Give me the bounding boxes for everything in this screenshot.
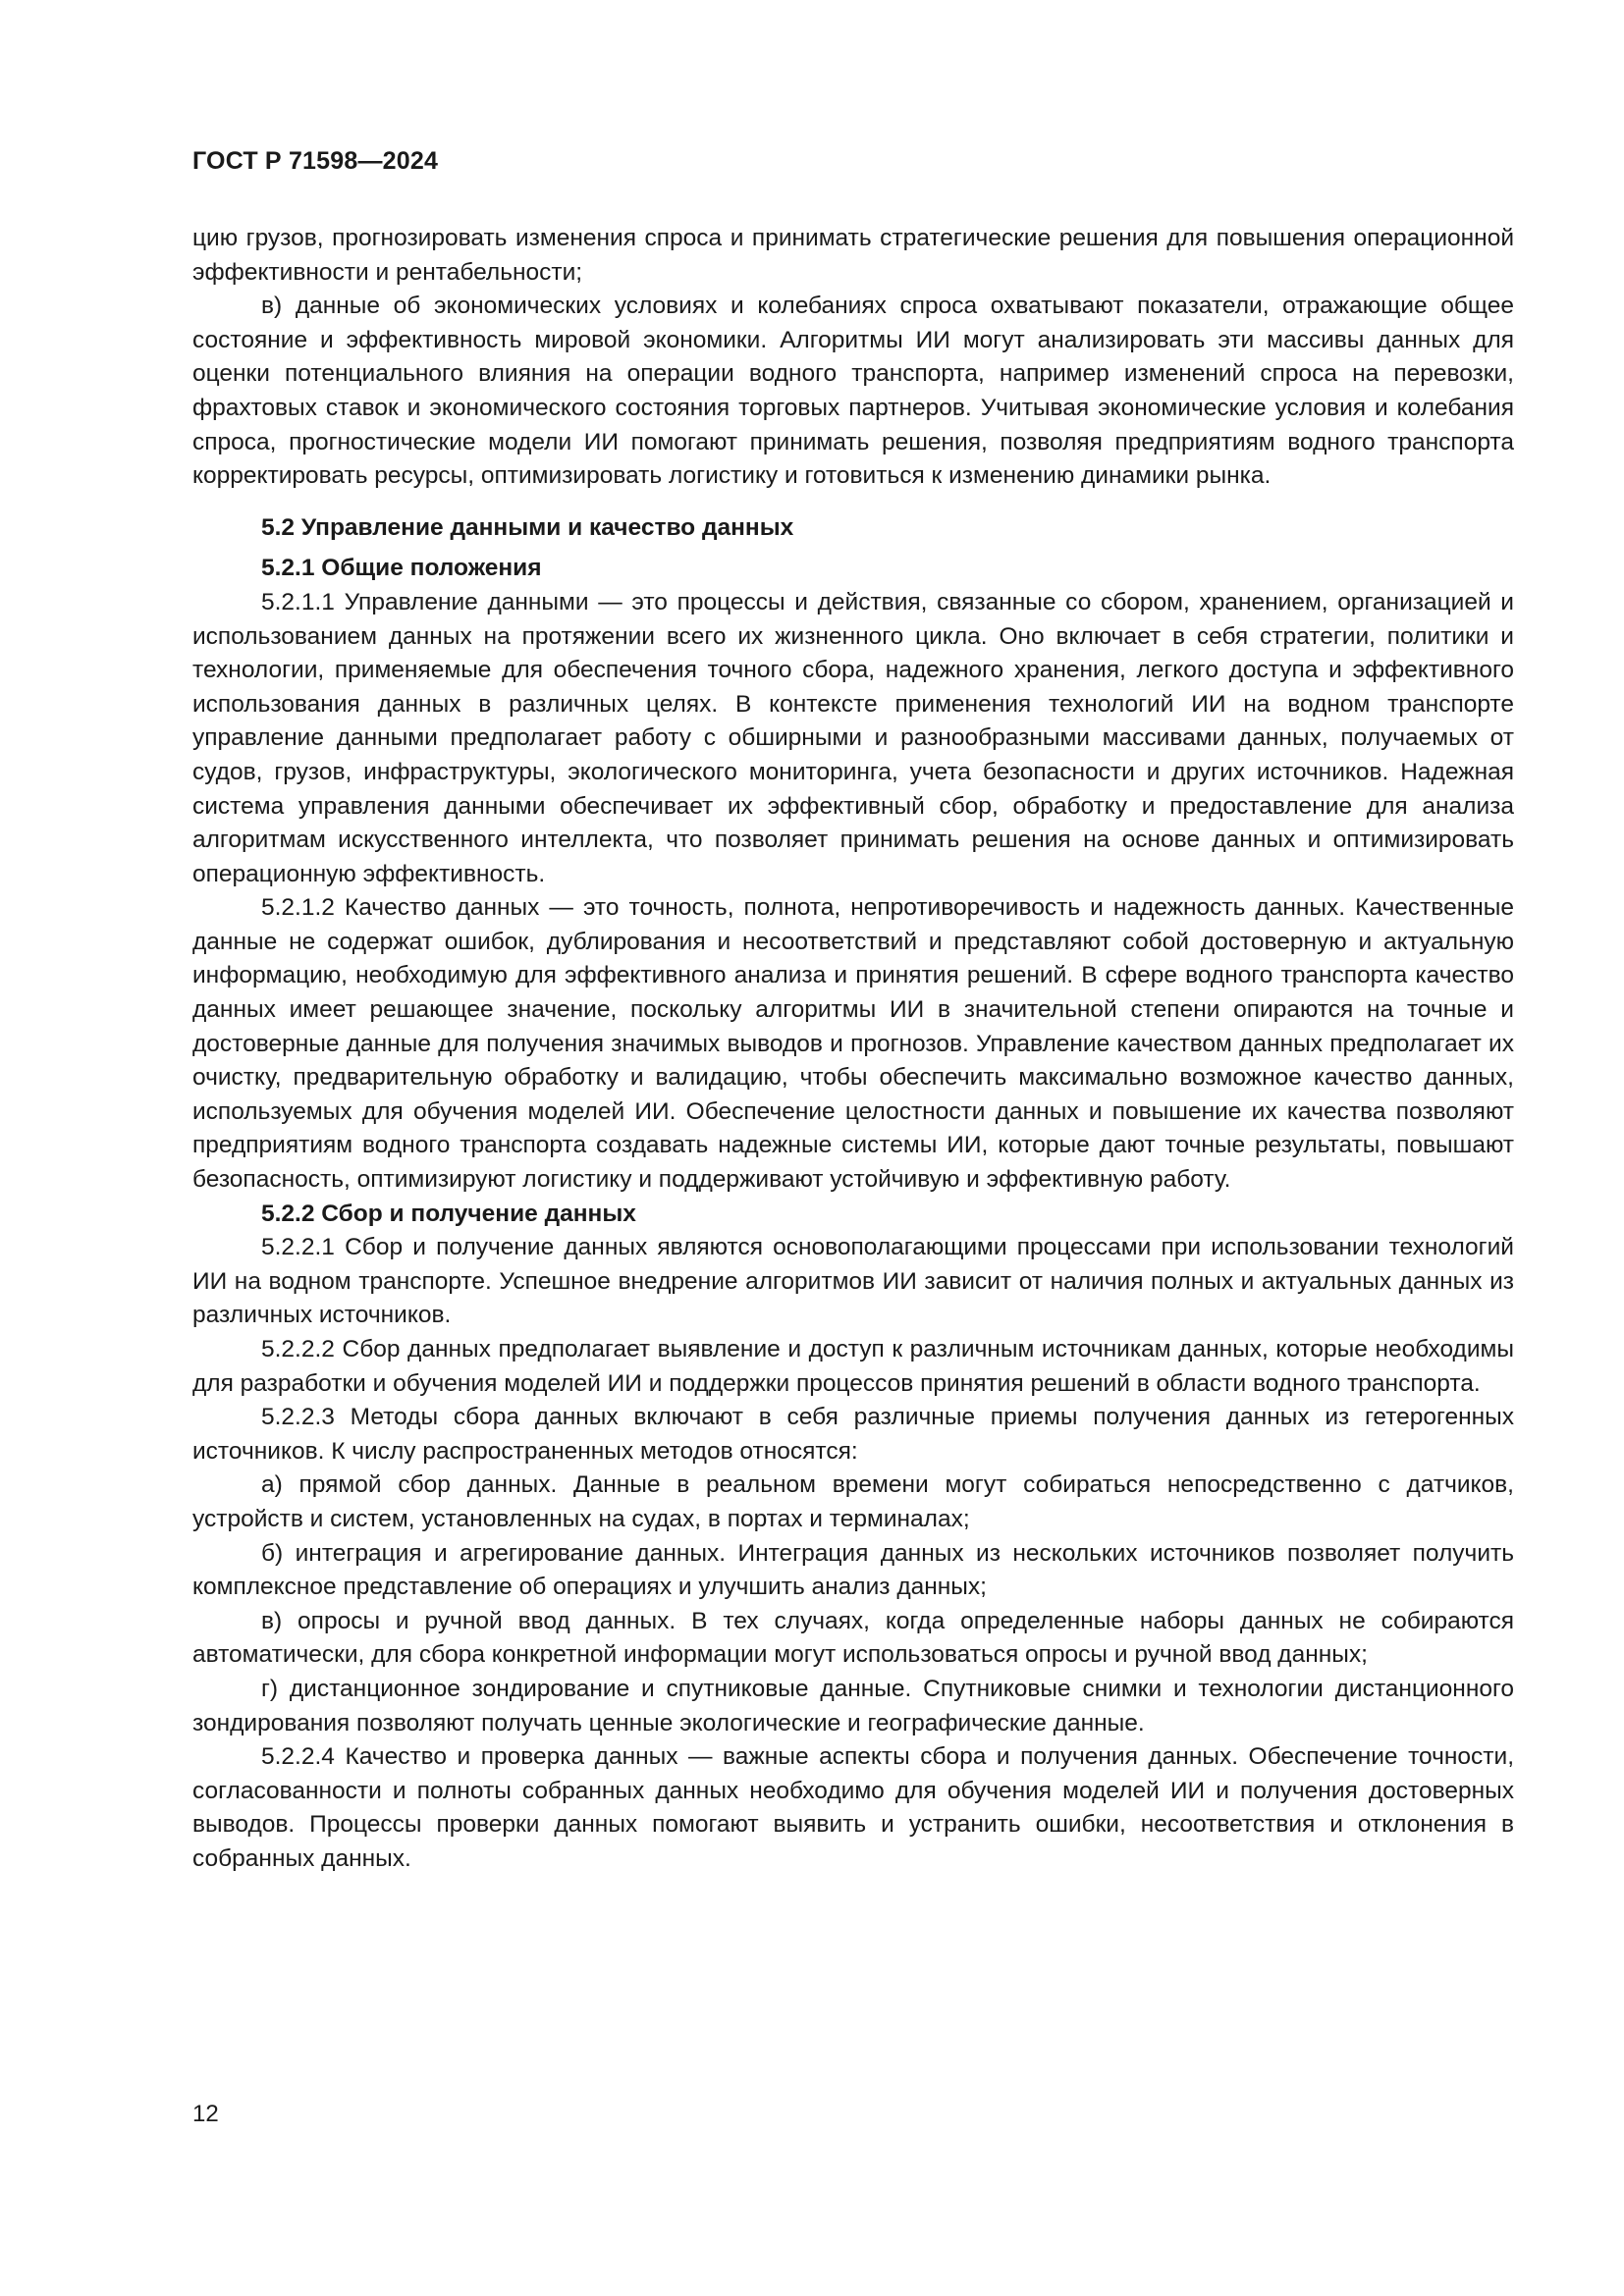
- paragraph-5-2-2-3: 5.2.2.3 Методы сбора данных включают в себя различные приемы получения данных из гетерогенных источников. К числу распространенных методов относятся:: [192, 1404, 1514, 1465]
- paragraph-5-2-1-1: 5.2.1.1 Управление данными — это процессы и действия, связанные со сбором, хранением, организацией и использованием данных на протяжении всего их жизненного цикла. Оно включает в себя стратегии, политики и технологии, применяемые для обеспечения точного сбора, надежного хранения, легкого доступа и эффективного использования данных в различных целях. В контексте применения технологий ИИ на водном транспорте управление данными предполагает работу с обширными и разнообразными массивами данных, получаемых от судов, грузов, инфраструктуры, экологического мониторинга, учета безопасности и других источников. Надежная система управления данными обеспечивает их эффективный сбор, обработку и предоставление для анализа алгоритмам искусственного интеллекта, что позволяет принимать решения на основе данных и оптимизировать операционную эффективность.: [192, 588, 1514, 887]
- page-number: 12: [192, 2101, 219, 2127]
- paragraph-5-2-2-4: 5.2.2.4 Качество и проверка данных — важные аспекты сбора и получения данных. Обеспечение точности, согласованности и полноты собранных данных необходимо для обучения моделей ИИ и получения достоверных выводов. Процессы проверки данных помогают выявить и устранить ошибки, несоответствия и отклонения в собранных данных.: [192, 1743, 1514, 1872]
- page-header-doc-id: ГОСТ Р 71598—2024: [192, 147, 439, 175]
- list-item-v-economic: в) данные об экономических условиях и колебаниях спроса охватывают показатели, отражающие общее состояние и эффективность мировой экономики. Алгоритмы ИИ могут анализировать эти массивы данных для оценки потенциального влияния на операции водного транспорта, например изменений спроса на перевозки, фрахтовых ставок и экономического состояния торговых партнеров. Учитывая экономические условия и колебания спроса, прогностические модели ИИ помогают принимать решения, позволяя предприятиям водного транспорта корректировать ресурсы, оптимизировать логистику и готовиться к изменению динамики рынка.: [192, 293, 1514, 490]
- paragraph-5-2-2-2: 5.2.2.2 Сбор данных предполагает выявление и доступ к различным источникам данных, которые необходимы для разработки и обучения моделей ИИ и поддержки процессов принятия решений в области водного транспорта.: [192, 1336, 1514, 1397]
- paragraph-5-2-1-2: 5.2.1.2 Качество данных — это точность, полнота, непротиворечивость и надежность данных. Качественные данные не содержат ошибок, дублирования и несоответствий и представляют собой достоверную и актуальную информацию, необходимую для эффективного анализа и принятия решений. В сфере водного транспорта качество данных имеет решающее значение, поскольку алгоритмы ИИ в значительной степени опираются на точные и достоверные данные для получения значимых выводов и прогнозов. Управление качеством данных предполагает их очистку, предварительную обработку и валидацию, чтобы обеспечить максимально возможное качество данных, используемых для обучения моделей ИИ. Обеспечение целостности данных и повышение их качества позволяют предприятиям водного транспорта создавать надежные системы ИИ, которые дают точные результаты, повышают безопасность, оптимизируют логистику и поддерживают устойчивую и эффективную работу.: [192, 894, 1514, 1194]
- document-body: [192, 222, 1514, 1877]
- list-item-g-remote-sensing: г) дистанционное зондирование и спутниковые данные. Спутниковые снимки и технологии дистанционного зондирования позволяют получать ценные экологические и географические данные.: [192, 1675, 1514, 1736]
- section-heading-5-2: 5.2 Управление данными и качество данных: [261, 513, 794, 541]
- section-heading-5-2-2: 5.2.2 Сбор и получение данных: [261, 1200, 636, 1227]
- list-item-v-surveys: в) опросы и ручной ввод данных. В тех случаях, когда определенные наборы данных не собираются автоматически, для сбора конкретной информации могут использоваться опросы и ручной ввод данных;: [192, 1607, 1514, 1669]
- section-heading-5-2-1: 5.2.1 Общие положения: [261, 555, 542, 582]
- list-item-a-direct-collection: а) прямой сбор данных. Данные в реальном времени могут собираться непосредственно с датчиков, устройств и систем, установленных на судах, в портах и терминалах;: [192, 1471, 1514, 1532]
- paragraph-5-2-2-1: 5.2.2.1 Сбор и получение данных являются основополагающими процессами при использовании технологий ИИ на водном транспорте. Успешное внедрение алгоритмов ИИ зависит от наличия полных и актуальных данных из различных источников.: [192, 1234, 1514, 1329]
- list-item-b-integration: б) интеграция и агрегирование данных. Интеграция данных из нескольких источников позволяет получить комплексное представление об операциях и улучшить анализ данных;: [192, 1539, 1514, 1601]
- paragraph-continuation: цию грузов, прогнозировать изменения спроса и принимать стратегические решения для повышения операционной эффективности и рентабельности;: [192, 225, 1514, 286]
